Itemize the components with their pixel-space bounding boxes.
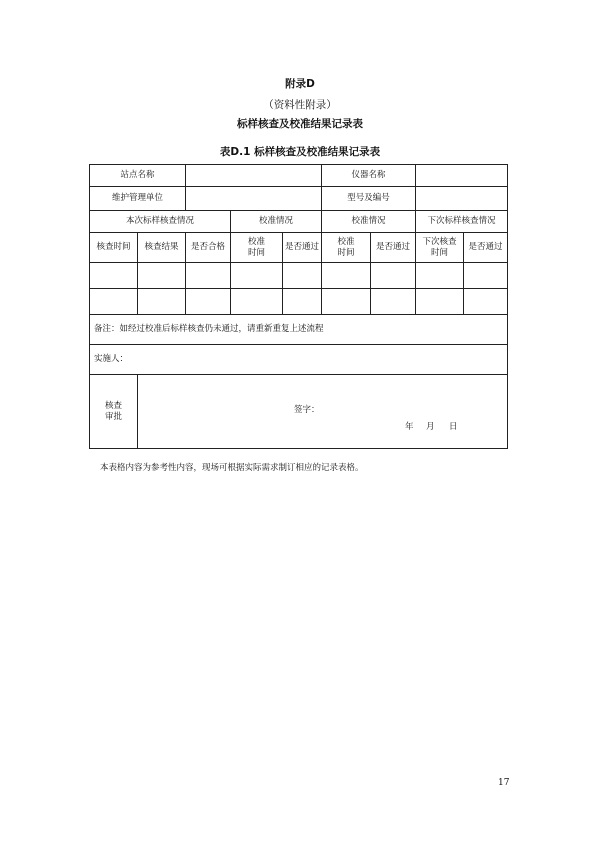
sign-label: 签字：: [294, 405, 320, 415]
year-label: 年: [405, 422, 414, 432]
model-value[interactable]: [416, 187, 508, 211]
station-value[interactable]: [186, 165, 322, 187]
table-cell[interactable]: [186, 263, 231, 289]
sub-header: 下次核查 时间: [416, 233, 464, 263]
table-row: [90, 263, 508, 289]
table-cell[interactable]: [186, 289, 231, 315]
sub-header: 校准 时间: [322, 233, 371, 263]
table-row: [90, 289, 508, 315]
station-label: 站点名称: [90, 165, 186, 187]
sub-header: 校准 时间: [231, 233, 283, 263]
maint-label: 维护管理单位: [90, 187, 186, 211]
table-cell[interactable]: [322, 263, 371, 289]
maint-value[interactable]: [186, 187, 322, 211]
group-header-next: 下次标样核查情况: [416, 211, 508, 233]
instrument-value[interactable]: [416, 165, 508, 187]
table-cell[interactable]: [283, 263, 322, 289]
table-cell[interactable]: [231, 289, 283, 315]
sub-header: 核查结果: [138, 233, 186, 263]
sub-header: 是否通过: [371, 233, 416, 263]
sub-header: 是否合格: [186, 233, 231, 263]
table-cell[interactable]: [464, 289, 508, 315]
group-header-calib-1: 校准情况: [231, 211, 322, 233]
table-cell[interactable]: [416, 263, 464, 289]
sub-header: 核查时间: [90, 233, 138, 263]
month-label: 月: [426, 422, 435, 432]
table-cell[interactable]: [90, 263, 138, 289]
table-cell[interactable]: [322, 289, 371, 315]
table-cell[interactable]: [371, 263, 416, 289]
model-label: 型号及编号: [322, 187, 416, 211]
sub-header: 是否通过: [283, 233, 322, 263]
page-number: 17: [498, 778, 510, 788]
table-cell[interactable]: [138, 289, 186, 315]
appendix-title: 附录D: [285, 78, 315, 90]
sub-header: 是否通过: [464, 233, 508, 263]
table-cell[interactable]: [416, 289, 464, 315]
table-cell[interactable]: [138, 263, 186, 289]
table-cell[interactable]: [90, 289, 138, 315]
group-header-calib-2: 校准情况: [322, 211, 416, 233]
group-header-current: 本次标样核查情况: [90, 211, 231, 233]
review-label: 核查 审批: [90, 375, 138, 449]
table-caption: 表D.1 标样核查及校准结果记录表: [219, 146, 381, 158]
table-cell[interactable]: [231, 263, 283, 289]
day-label: 日: [449, 422, 458, 432]
note-row: 备注：如经过校准后标样核查仍未通过，请重新重复上述流程: [90, 315, 508, 345]
record-table: [89, 164, 508, 449]
implementer-row: 实施人：: [90, 345, 508, 375]
table-cell[interactable]: [371, 289, 416, 315]
review-sign-cell[interactable]: [138, 375, 508, 449]
appendix-subtitle: （资料性附录）: [263, 99, 337, 111]
table-cell[interactable]: [283, 289, 322, 315]
footnote: 本表格内容为参考性内容，现场可根据实际需求制订相应的记录表格。: [100, 463, 364, 473]
appendix-heading: 标样核查及校准结果记录表: [237, 118, 363, 130]
table-cell[interactable]: [464, 263, 508, 289]
instrument-label: 仪器名称: [322, 165, 416, 187]
